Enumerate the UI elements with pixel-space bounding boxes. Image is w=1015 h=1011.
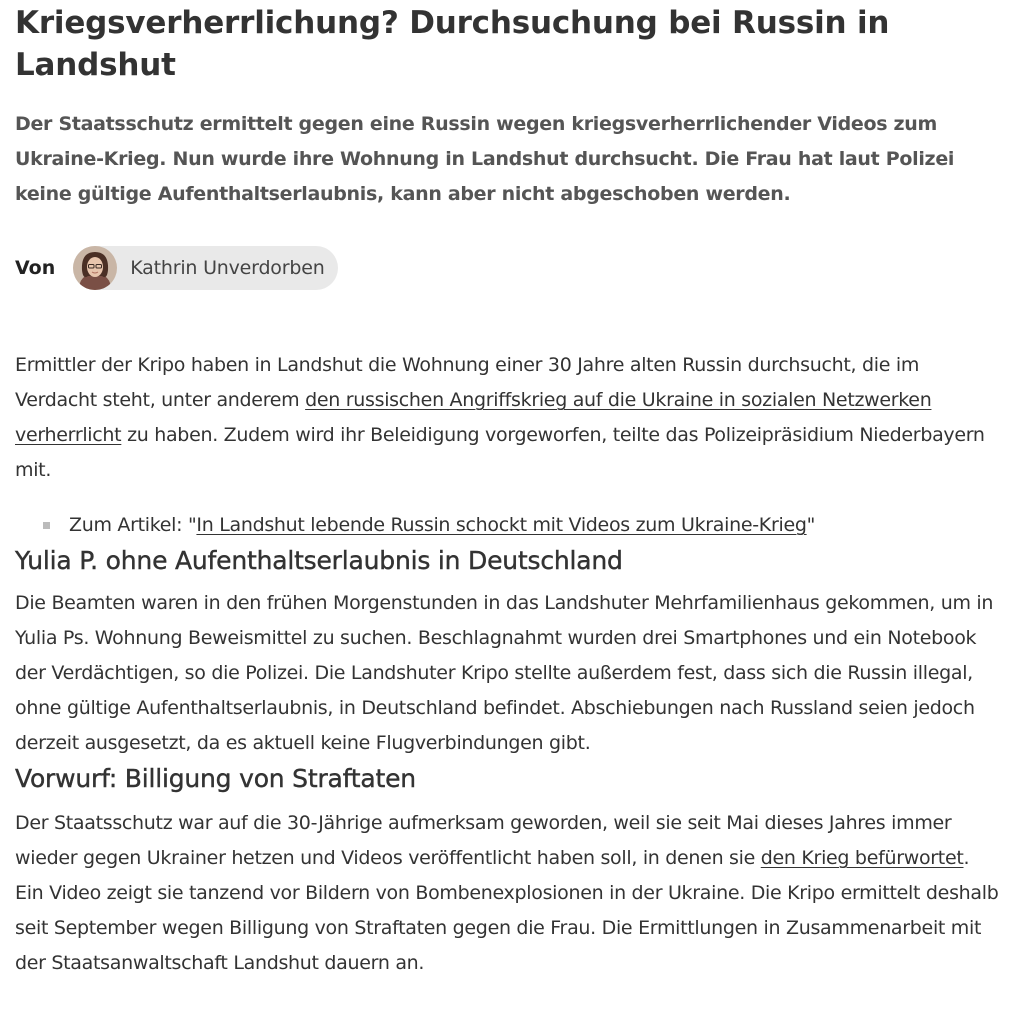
byline	[15, 246, 999, 290]
author-link[interactable]	[73, 246, 337, 290]
article-title: Kriegsverherrlichung? Durchsuchung bei Russin in Landshut	[15, 5, 890, 83]
paragraph-1	[15, 348, 999, 488]
related-article-item	[43, 508, 999, 543]
paragraph-3-text-start: Der Staatsschutz war auf die 30-Jährige aufmerksam geworden, weil sie seit Mai dieses Jahres immer wieder gegen Ukrainer hetzen und Videos veröffentlicht haben soll, in denen sie	[15, 812, 952, 869]
related-prefix: Zum Artikel: "	[69, 514, 197, 536]
bullet-square-icon	[43, 522, 50, 529]
article-teaser: Der Staatsschutz ermittelt gegen eine Russin wegen kriegsverherrlichender Videos zum Ukraine-Krieg. Nun wurde ihre Wohnung in Landshut durchsucht. Die Frau hat laut Polizei keine gültige Aufenthaltserlaubnis, kann aber nicht abgeschoben werden.	[15, 113, 955, 205]
related-article-text	[69, 508, 815, 543]
related-suffix: "	[806, 514, 816, 536]
link-krieg-befuerwortet[interactable]: den Krieg befürwortet	[760, 847, 964, 869]
paragraph-1-text-end: zu haben. Zudem wird ihr Beleidigung vorgeworfen, teilte das Polizeipräsidium Niederbayern mit.	[15, 424, 985, 481]
subheading-aufenthaltserlaubnis: Yulia P. ohne Aufenthaltserlaubnis in Deutschland	[15, 546, 623, 575]
paragraph-3	[15, 806, 999, 981]
related-article-link[interactable]: In Landshut lebende Russin schockt mit Videos zum Ukraine-Krieg	[196, 514, 807, 536]
paragraph-3-text-end: . Ein Video zeigt sie tanzend vor Bildern von Bombenexplosionen in der Ukraine. Die Kripo ermittelt deshalb seit September wegen Billigung von Straftaten gegen die Frau. Die Ermittlungen in Zusammenarbeit mit der Staatsanwaltschaft Landshut dauern an.	[15, 847, 999, 974]
link-angriffskrieg[interactable]: den russischen Angriffskrieg auf die Ukraine in sozialen Netzwerken verherrlicht	[15, 389, 932, 446]
subheading-vorwurf: Vorwurf: Billigung von Straftaten	[15, 764, 416, 793]
author-avatar	[73, 246, 117, 290]
paragraph-2: Die Beamten waren in den frühen Morgenstunden in das Landshuter Mehrfamilienhaus gekommen, um in Yulia Ps. Wohnung Beweismittel zu suchen. Beschlagnahmt wurden drei Smartphones und ein Notebook der Verdächtigen, so die Polizei. Die Landshuter Kripo stellte außerdem fest, dass sich die Russin illegal, ohne gültige Aufenthaltserlaubnis, in Deutschland befindet. Abschiebungen nach Russland seien jedoch derzeit ausgesetzt, da es aktuell keine Flugverbindungen gibt.	[15, 592, 994, 754]
author-name: Kathrin Unverdorben	[130, 257, 325, 279]
byline-prefix: Von	[15, 257, 56, 279]
paragraph-1-text-start: Ermittler der Kripo haben in Landshut die Wohnung einer 30 Jahre alten Russin durchsucht, die im Verdacht steht, unter anderem	[15, 354, 920, 411]
